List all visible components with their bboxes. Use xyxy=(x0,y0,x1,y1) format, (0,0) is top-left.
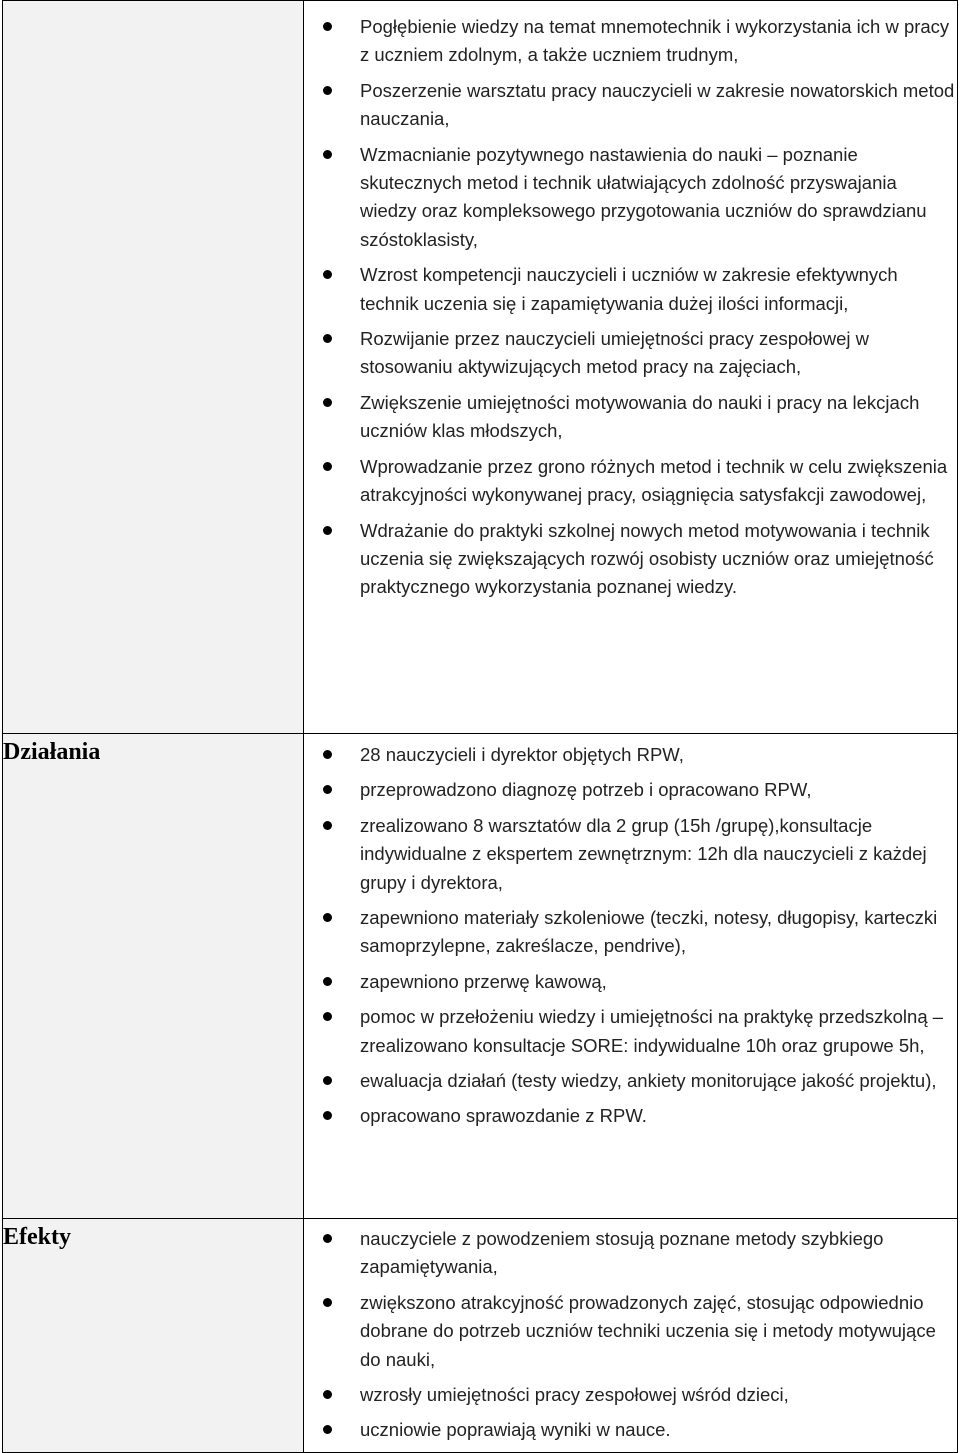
table-row-actions xyxy=(3,734,958,1219)
list-item: Wdrażanie do praktyki szkolnej nowych metod motywowania i technik uczenia się zwiększających rozwój osobisty uczniów oraz umiejętność praktycznego wykorzystania poznanej wiedzy. xyxy=(360,517,957,602)
list-item: Rozwijanie przez nauczycieli umiejętności pracy zespołowej w stosowaniu aktywizujących metod pracy na zajęciach, xyxy=(360,325,957,382)
list-item: zapewniono przerwę kawową, xyxy=(360,968,957,996)
list-item: 28 nauczycieli i dyrektor objętych RPW, xyxy=(360,741,957,769)
row-label-cell xyxy=(3,1219,304,1453)
row-label: Efekty xyxy=(3,1224,71,1250)
row-content-cell xyxy=(304,1219,958,1453)
row-content-cell xyxy=(304,1,958,734)
list-item: Pogłębienie wiedzy na temat mnemotechnik i wykorzystania ich w pracy z uczniem zdolnym, a także uczniem trudnym, xyxy=(360,13,957,70)
row-content-cell xyxy=(304,734,958,1219)
bullet-list xyxy=(304,1219,957,1445)
list-item: Wzrost kompetencji nauczycieli i uczniów w zakresie efektywnych technik uczenia się i zapamiętywania dużej ilości informacji, xyxy=(360,261,957,318)
list-item: zwiększono atrakcyjność prowadzonych zajęć, stosując odpowiednio dobrane do potrzeb uczniów techniki uczenia się i metody motywujące do nauki, xyxy=(360,1289,957,1374)
list-item: zapewniono materiały szkoleniowe (teczki, notesy, długopisy, karteczki samoprzylepne, zakreślacze, pendrive), xyxy=(360,904,957,961)
row-label-cell xyxy=(3,734,304,1219)
list-item: uczniowie poprawiają wyniki w nauce. xyxy=(360,1416,957,1444)
table-row-effects xyxy=(3,1219,958,1453)
list-item: pomoc w przełożeniu wiedzy i umiejętności na praktykę przedszkolną – zrealizowano konsultacje SORE: indywidualne 10h oraz grupowe 5h, xyxy=(360,1003,957,1060)
list-item: Wprowadzanie przez grono różnych metod i technik w celu zwiększenia atrakcyjności wykonywanej pracy, osiągnięcia satysfakcji zawodowej, xyxy=(360,453,957,510)
list-item: Zwiększenie umiejętności motywowania do nauki i pracy na lekcjach uczniów klas młodszych, xyxy=(360,389,957,446)
table-row-goals xyxy=(3,1,958,734)
row-label: Działania xyxy=(3,739,101,765)
list-item: wzrosły umiejętności pracy zespołowej wśród dzieci, xyxy=(360,1381,957,1409)
bullet-list xyxy=(304,1,957,602)
list-item: nauczyciele z powodzeniem stosują poznane metody szybkiego zapamiętywania, xyxy=(360,1225,957,1282)
list-item: ewaluacja działań (testy wiedzy, ankiety monitorujące jakość projektu), xyxy=(360,1067,957,1095)
row-label-cell xyxy=(3,1,304,734)
list-item: opracowano sprawozdanie z RPW. xyxy=(360,1102,957,1130)
list-item: Poszerzenie warsztatu pracy nauczycieli w zakresie nowatorskich metod nauczania, xyxy=(360,77,957,134)
project-summary-table xyxy=(2,0,958,1453)
list-item: przeprowadzono diagnozę potrzeb i opracowano RPW, xyxy=(360,776,957,804)
list-item: Wzmacnianie pozytywnego nastawienia do nauki – poznanie skutecznych metod i technik ułatwiających zdolność przyswajania wiedzy oraz kompleksowego przygotowania uczniów do sprawdzianu szóstoklasisty, xyxy=(360,141,957,255)
bullet-list xyxy=(304,734,957,1131)
list-item: zrealizowano 8 warsztatów dla 2 grup (15h /grupę),konsultacje indywidualne z ekspertem zewnętrznym: 12h dla nauczycieli z każdej grupy i dyrektora, xyxy=(360,812,957,897)
